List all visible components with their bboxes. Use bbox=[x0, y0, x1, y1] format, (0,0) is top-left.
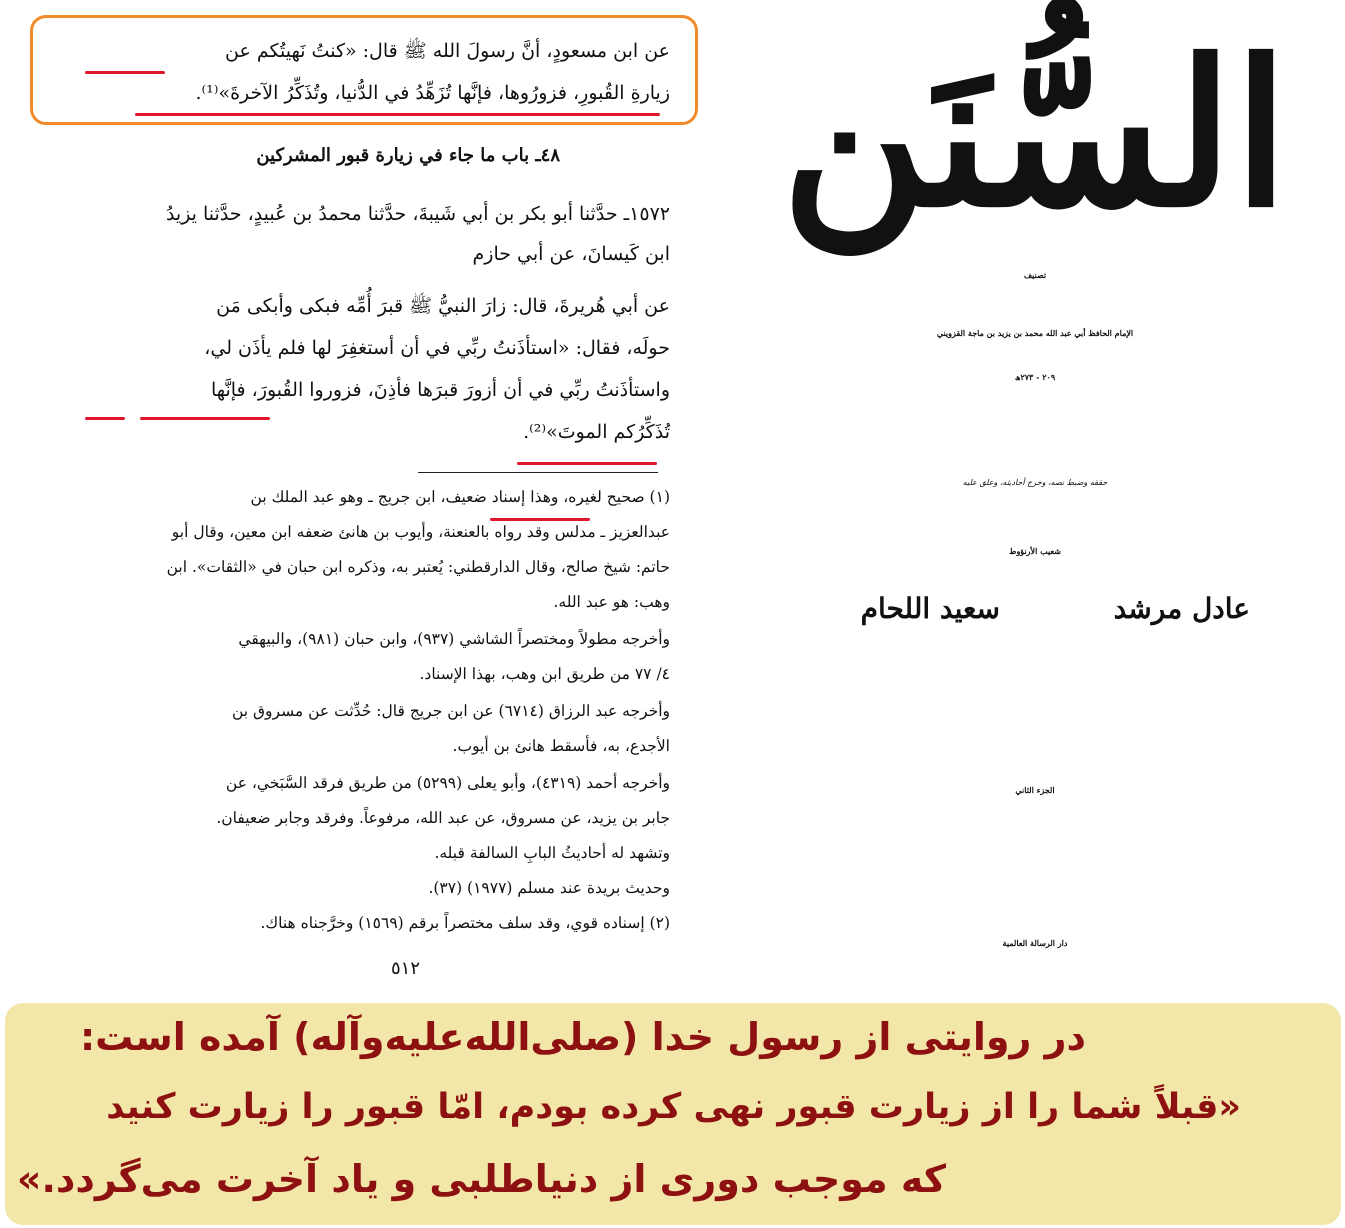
volume-label: الجزء الثاني bbox=[1015, 785, 1055, 795]
hadith-ibn-masud-line-2: زيارةِ القُبورِ، فزورُوها، فإنَّها تُزَهِّدُ في الدُّنيا، وتُذَكِّرُ الآخرةَ»⁽¹⁾. bbox=[195, 82, 670, 104]
chapter-heading: ٤٨ـ باب ما جاء في زيارة قبور المشركين bbox=[256, 145, 560, 166]
footnote-line-7: وأخرجه عبد الرزاق (٦٧١٤) عن ابن جريج قال: حُدِّثت عن مسروق بن bbox=[231, 702, 670, 720]
hadith-ibn-masud-line-1: عن ابن مسعودٍ، أنَّ رسولَ الله ﷺ قال: «كنتُ نَهيتُكم عن bbox=[225, 40, 670, 62]
hadith-abu-hurayra-line-3: واستأذَنتُ ربِّي في أن أزورَ قبرَها فأذِنَ، فزوروا القُبورَ، فإنَّها bbox=[210, 379, 670, 401]
editing-note: حققه وضبط نصه، وخرج أحاديثه، وعلق عليه bbox=[962, 478, 1108, 487]
author-dates: ٢٠٩ - ٢٧٣ھ bbox=[1014, 372, 1056, 382]
hadith-page bbox=[30, 10, 710, 990]
underline-tudhakkirukum bbox=[517, 462, 657, 465]
underline-zuru-al-qubur bbox=[140, 417, 270, 420]
publisher-name: دار الرسالة العالمية bbox=[1002, 938, 1068, 948]
underline-ibn-masud-1 bbox=[85, 71, 165, 74]
editor-adel-murshid: عادل مرشد bbox=[1113, 592, 1250, 625]
underline-ibn-masud-2 bbox=[135, 113, 660, 116]
persian-caption-box bbox=[5, 1003, 1341, 1225]
footnote-line-6: ٤/ ٧٧ من طريق ابن وهب، بهذا الإسناد. bbox=[419, 665, 670, 683]
footnote-line-1: (١) صحيح لغيره، وهذا إسناد ضعيف، ابن جريج ـ وهو عبد الملك بن bbox=[250, 488, 670, 506]
highlighted-hadith-box bbox=[30, 15, 698, 125]
caption-line-3: که موجب دوری از دنیاطلبی و یاد آخرت می‌گردد.» bbox=[16, 1157, 946, 1201]
authored-by-label: تصنيف bbox=[1023, 270, 1047, 280]
caption-line-2: «قبلاً شما را از زیارت قبور نهی کرده بودم، امّا قبور را زیارت کنید bbox=[106, 1087, 1241, 1127]
hadith-abu-hurayra-line-1: عن أبي هُريرةَ، قال: زارَ النبيُّ ﷺ قبرَ أُمِّه فبكى وأبكى مَن bbox=[216, 295, 670, 317]
editor-main: شعيب الأرنؤوط bbox=[1009, 546, 1061, 556]
footnote-line-8: الأجدع، به، فأسقط هانئ بن أيوب. bbox=[452, 737, 670, 755]
footnote-line-3: حاتم: شيخ صالح، وقال الدارقطني: يُعتبر به، وذكره ابن حبان في «الثقات». ابن bbox=[166, 558, 670, 576]
underline-fa-innaha bbox=[85, 417, 125, 420]
author-name: الإمام الحافظ أبي عبد الله محمد بن يزيد بن ماجة القزويني bbox=[936, 328, 1134, 338]
hadith-abu-hurayra-line-4: تُذَكِّرُكم الموتَ»⁽²⁾. bbox=[523, 421, 670, 443]
footnote-line-10: جابر بن يزيد، عن مسروق، عن عبد الله، مرفوعاً. وفرقد وجابر ضعيفان. bbox=[216, 809, 670, 827]
footnote-line-11: وتشهد له أحاديثُ البابِ السالفة قبله. bbox=[434, 844, 670, 862]
footnote-line-13: (٢) إسناده قوي، وقد سلف مختصراً برقم (١٥٦٩) وخرَّجناه هناك. bbox=[260, 914, 670, 932]
book-title-page bbox=[730, 0, 1340, 990]
footnote-separator bbox=[418, 472, 658, 473]
page-number: ٥١٢ bbox=[390, 958, 420, 979]
hadith-abu-hurayra-line-2: حولَه، فقال: «استأذَنتُ ربِّي في أن أستغفِرَ لها فلم يأذَن لي، bbox=[204, 337, 670, 359]
book-title: السُّنَن bbox=[781, 17, 1289, 252]
footnote-line-5: وأخرجه مطولاً ومختصراً الشاشي (٩٣٧)، وابن حبان (٩٨١)، والبيهقي bbox=[238, 630, 670, 648]
footnote-line-2: عبدالعزيز ـ مدلس وقد رواه بالعنعنة، وأيوب بن هانئ ضعفه ابن معين، وقال أبو bbox=[171, 523, 670, 541]
hadith-1572-line-1: ١٥٧٢ـ حدَّثنا أبو بكر بن أبي شَيبةَ، حدَّثنا محمدُ بن عُبيدٍ، حدَّثنا يزيدُ bbox=[165, 203, 670, 225]
caption-line-1: در روایتی از رسول خدا (صلی‌الله‌علیه‌وآله) آمده است: bbox=[79, 1015, 1086, 1059]
footnote-line-9: وأخرجه أحمد (٤٣١٩)، وأبو يعلى (٥٢٩٩) من طريق فرقد السَّبَخي، عن bbox=[225, 774, 670, 792]
editor-said-al-lahham: سعيد اللحام bbox=[860, 592, 1000, 625]
footnote-line-12: وحديث بريدة عند مسلم (١٩٧٧) (٣٧). bbox=[428, 879, 670, 897]
underline-sahih-li-ghayrihi bbox=[490, 518, 590, 521]
footnote-line-4: وهب: هو عبد الله. bbox=[553, 593, 670, 611]
hadith-1572-line-2: ابن كَيسانَ، عن أبي حازم bbox=[472, 243, 670, 265]
